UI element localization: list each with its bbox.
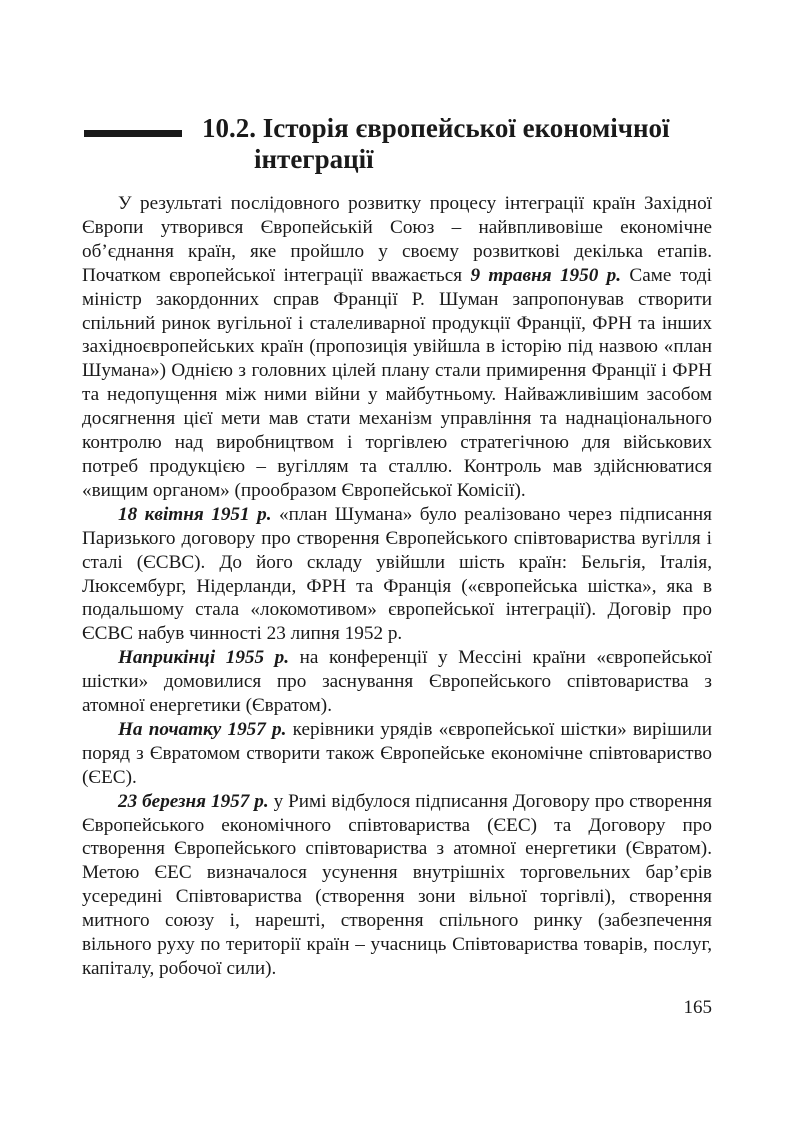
paragraph-2-text: «план Шумана» було реалізовано через підписання Паризького договору про створення Європейського співтовариства вугілля і сталі (ЄСВС). До його складу увійшли шість країн: Бельгія, Італія, Люксембург, Нідерланди, ФРН та Франція («європейська шістка», яка в подальшому стала «локомотивом» європейської інтеграції). Договір про ЄСВС набув чинності 23 липня 1952 р. bbox=[82, 503, 713, 645]
paragraph-5-text: у Римі відбулося підписання Договору про створення Європейського економічного співтовариства (ЄЕС) та Договору про створення Європейського співтовариства з атомної енергетики (Євратом). Метою ЄЕС визначалося усунення внутрішніх торговельних бар’єрів усередині Співтовариства (створення зони вільної торгівлі), створення митного союзу і, нарешті, створення спільного ринку (забезпечення вільного руху по території країн – учасниць Співтовариства товарів, послуг, капіталу, робочої сили). bbox=[82, 790, 712, 979]
paragraph-1-text: У результаті послідовного розвитку процесу інтеграції країн Західної Європи утворився Європейській Союз – найвпливовіше економічне об’єднання країн, яке пройшло у своєму розвиткові декілька етапів. Початком європейської інтеграції вважається bbox=[82, 193, 712, 286]
section-title-line2: інтеграції bbox=[254, 144, 374, 174]
paragraph-2 bbox=[82, 503, 712, 646]
paragraph-5-date: 23 березня 1957 р. bbox=[118, 790, 269, 812]
paragraph-1 bbox=[82, 192, 712, 503]
heading-rule bbox=[84, 130, 182, 137]
section-title bbox=[202, 113, 670, 175]
paragraph-4-text: керівники урядів «європейської шістки» вирішили поряд з Євратомом створити також Європейське економічне співтовариство (ЄЕС). bbox=[82, 718, 712, 788]
paragraph-5 bbox=[82, 790, 712, 981]
paragraph-2-date: 18 квітня 1951 р. bbox=[118, 503, 272, 525]
paragraph-4-date: На початку 1957 р. bbox=[118, 718, 287, 740]
page-number: 165 bbox=[683, 997, 712, 1018]
section-title-line1: 10.2. Історія європейської економічної bbox=[202, 113, 670, 143]
paragraph-1-tail: Саме тоді міністр закордонних справ Франції Р. Шуман запропонував створити спільний ринок вугільної і сталеливарної продукції Франції, ФРН та інших західноєвропейських країн (пропозиція увійшла в історію під назвою «план Шумана») Однією з головних цілей плану стали примирення Франції і ФРН та недопущення між ними війни у майбутньому. Найважливішим засобом досягнення цієї мети мав стати механізм управління та наднаціонального контролю над виробництвом і торгівлею стратегічною для військових потреб продукцією – вугіллям та сталлю. Контроль мав здійснюватися «вищим органом» (прообразом Європейської Комісії). bbox=[82, 264, 712, 501]
paragraph-4 bbox=[82, 718, 712, 790]
paragraph-1-date: 9 травня 1950 р. bbox=[470, 264, 622, 286]
paragraph-3-text: на конференції у Мессіні країни «європейської шістки» домовилися про заснування Європейського співтовариства з атомної енергетики (Євратом). bbox=[82, 647, 713, 717]
body-text bbox=[82, 192, 712, 981]
paragraph-3-date: Наприкінці 1955 р. bbox=[118, 647, 290, 669]
paragraph-3 bbox=[82, 646, 712, 718]
